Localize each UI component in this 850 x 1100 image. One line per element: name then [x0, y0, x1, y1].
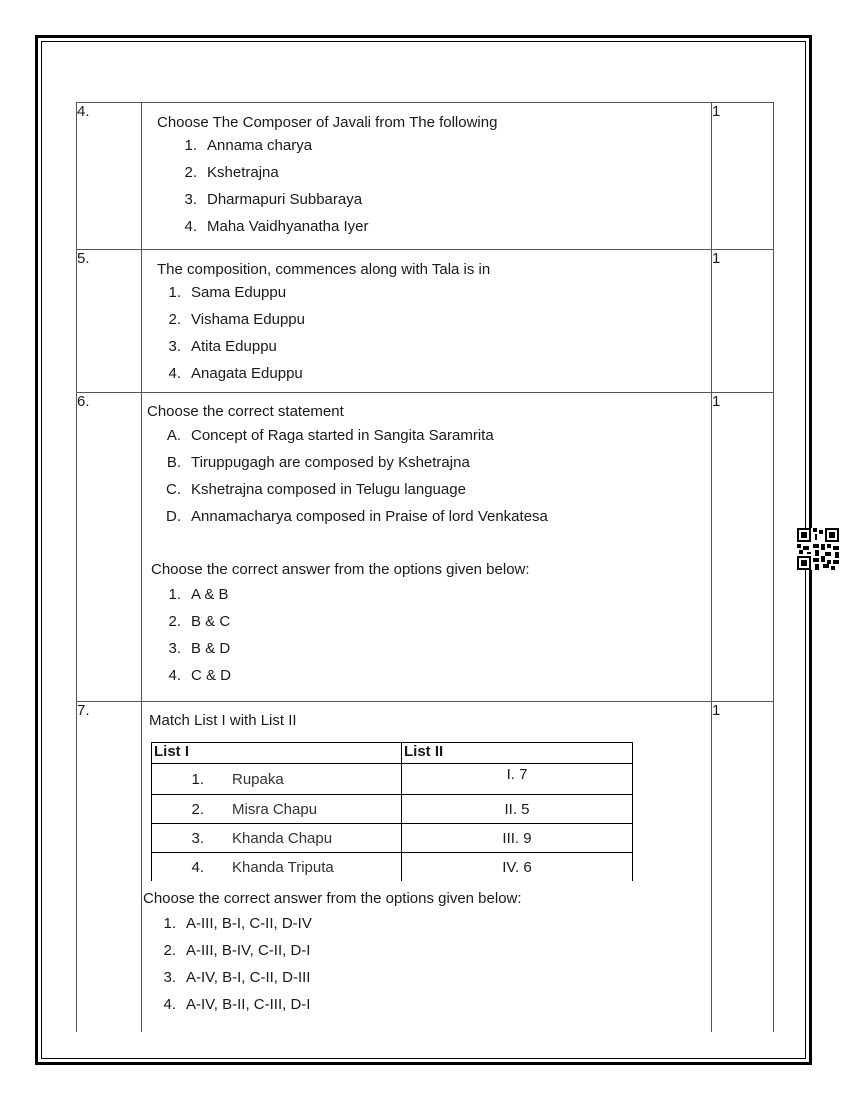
option-item: 2. Vishama Eduppu [168, 311, 305, 328]
option-item: 3. A-IV, B-I, C-II, D-III [163, 969, 311, 986]
question-number: 6. [77, 393, 142, 702]
option-item: 1. A & B [168, 586, 229, 603]
question-text: Choose The Composer of Javali from The following [157, 114, 498, 131]
option-item: 2. Kshetrajna [184, 164, 279, 181]
question-text: The composition, commences along with Tala is in [157, 261, 491, 278]
match-list-header [152, 743, 633, 764]
option-item: 3. B & D [168, 640, 231, 657]
option-item: 2. B & C [168, 613, 231, 630]
question-row-7 [77, 702, 774, 1033]
option-item: 1. Sama Eduppu [168, 284, 287, 301]
question-row-6 [77, 393, 774, 702]
question-number: 7. [77, 702, 142, 1033]
question-marks: 1 [712, 702, 774, 1033]
match-list-table [151, 742, 633, 881]
option-item: 4. A-IV, B-II, C-III, D-I [163, 996, 311, 1013]
statement-list [163, 427, 711, 535]
option-item: 1. A-III, B-I, C-II, D-IV [163, 915, 312, 932]
question-text: Choose the correct statement [147, 403, 344, 420]
option-item: 4. C & D [168, 667, 232, 684]
statement-item: A. Concept of Raga started in Sangita Saramrita [166, 427, 494, 444]
answer-prompt: Choose the correct answer from the options given below: [151, 561, 530, 578]
question-marks: 1 [712, 250, 774, 393]
question-text: Match List I with List II [149, 712, 297, 729]
question-marks: 1 [712, 103, 774, 250]
question-number: 5. [77, 250, 142, 393]
list-1-header: List I [152, 743, 402, 764]
option-item: 4. Maha Vaidhyanatha Iyer [184, 218, 369, 235]
question-marks: 1 [712, 393, 774, 702]
question-row-4 [77, 103, 774, 250]
match-list-row: 2. Misra Chapu II. 5 [152, 795, 633, 824]
qr-code-icon [797, 528, 839, 570]
option-list [163, 284, 711, 392]
option-item: 4. Anagata Eduppu [168, 365, 303, 382]
question-row-5 [77, 250, 774, 393]
option-item: 2. A-III, B-IV, C-II, D-I [163, 942, 311, 959]
statement-item: C. Kshetrajna composed in Telugu language [166, 481, 466, 498]
list-2-header: List II [402, 743, 633, 764]
question-number: 4. [77, 103, 142, 250]
match-list-row: 3. Khanda Chapu III. 9 [152, 824, 633, 853]
option-item: 3. Dharmapuri Subbaraya [184, 191, 363, 208]
match-list-row: 1. Rupaka I. 7 [152, 764, 633, 795]
option-list [163, 586, 711, 694]
option-item: 1. Annama charya [184, 137, 313, 154]
statement-item: B. Tiruppugagh are composed by Kshetrajna [166, 454, 470, 471]
question-table [76, 102, 774, 1032]
option-item: 3. Atita Eduppu [168, 338, 277, 355]
match-list-row: 4. Khanda Triputa IV. 6 [152, 853, 633, 882]
option-list [179, 137, 711, 245]
statement-item: D. Annamacharya composed in Praise of lord Venkatesa [166, 508, 548, 525]
option-list [158, 915, 711, 1023]
answer-prompt: Choose the correct answer from the options given below: [143, 890, 522, 907]
